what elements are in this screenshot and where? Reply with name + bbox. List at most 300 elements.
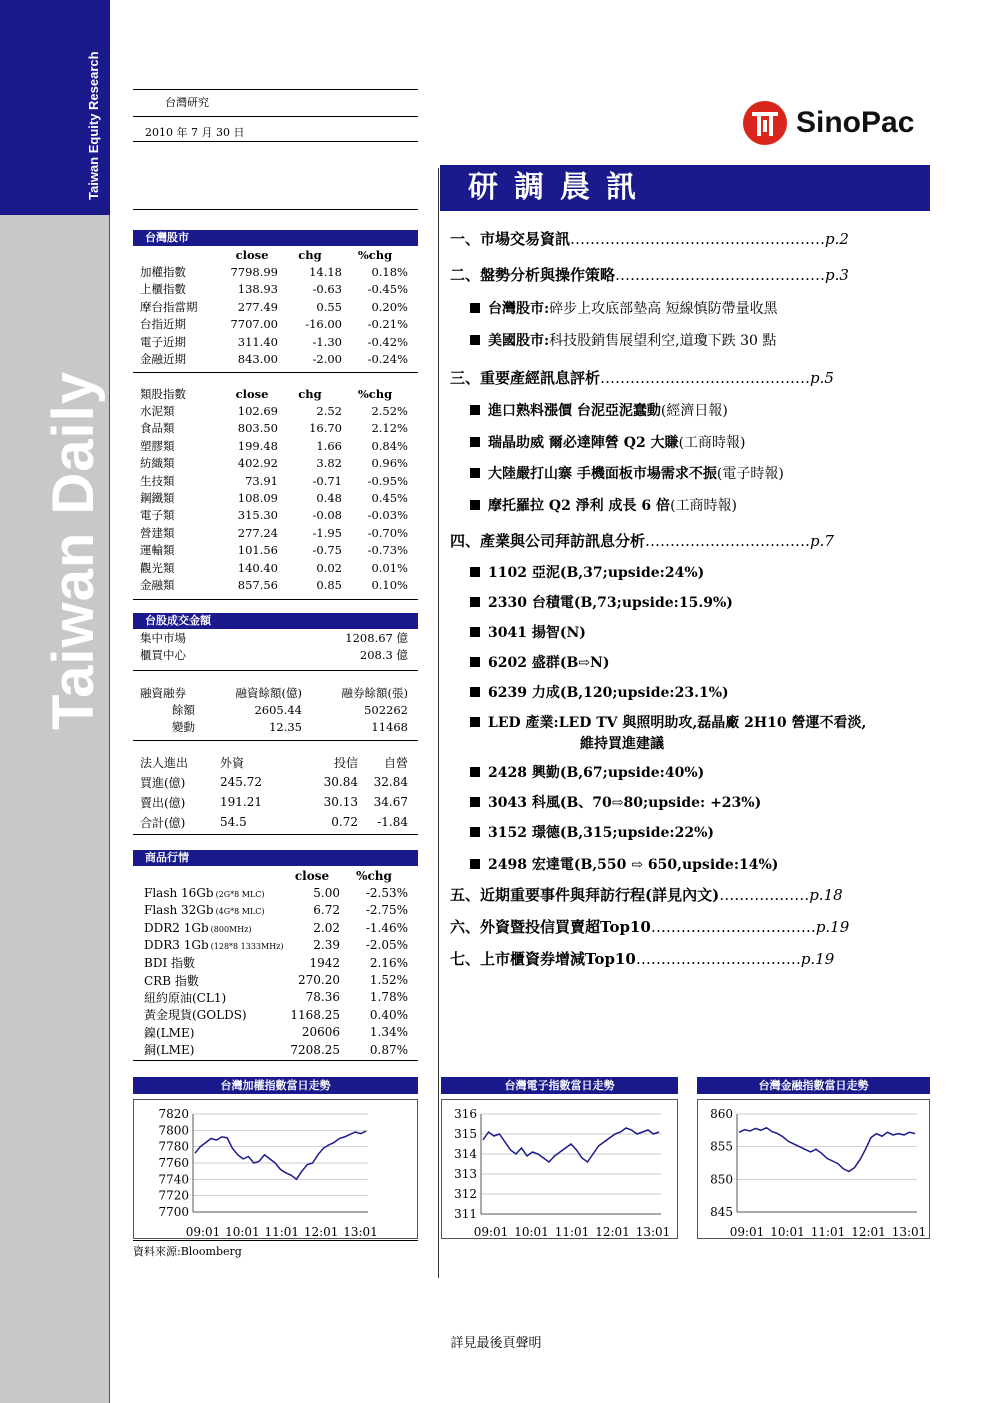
toc-bullet-bold: 1102 亞泥(B,37;upside:24%) [488, 565, 705, 581]
commodity-row-name [144, 989, 284, 1006]
chart-series-line [483, 1128, 659, 1162]
sidebar-research-label: Taiwan Equity Research [86, 51, 101, 200]
market-row [140, 350, 408, 367]
chart-taiex [133, 1099, 418, 1239]
market-rule [133, 372, 418, 373]
commodity-spec: (4G*8 MLC) [215, 907, 265, 917]
toc-bullet-text: 科技股銷售展望利空,道瓊下跌 30 點 [549, 333, 777, 349]
market-row-name: 電子近期 [140, 334, 186, 349]
toc-bullet[interactable] [470, 622, 586, 642]
chart-x-tick-label: 12:01 [303, 1225, 339, 1239]
chart-x-tick-label: 12:01 [595, 1225, 630, 1239]
sidebar-daily-label: Taiwan Daily [41, 370, 106, 730]
sector-row-pchg: -0.95% [367, 473, 408, 488]
toc-item[interactable] [450, 367, 834, 388]
sector-row-pchg: 0.45% [371, 491, 408, 506]
commodity-section-header: 商品行情 [133, 850, 418, 866]
chart-y-tick-label: 7800 [158, 1123, 189, 1138]
sector-rule [133, 599, 418, 600]
market-row-chg: 0.55 [316, 299, 342, 314]
chart-electronics [441, 1099, 678, 1239]
sector-row-close: 402.92 [237, 456, 278, 471]
sector-row-chg: -0.75 [312, 543, 342, 558]
commodity-row-name [144, 971, 284, 988]
commodity-row-close: 1168.25 [290, 1007, 340, 1022]
chart-x-tick-label: 11:01 [264, 1225, 300, 1239]
toc-item[interactable] [450, 264, 849, 285]
toc-bullet[interactable] [470, 712, 866, 732]
chart-x-tick-label: 13:01 [891, 1225, 927, 1239]
sector-row-close: 199.48 [237, 438, 278, 453]
market-row-close: 277.49 [237, 299, 278, 314]
bullet-square-icon [470, 303, 480, 313]
sector-row [140, 472, 408, 489]
chart-title-taiex: 台灣加權指數當日走勢 [133, 1077, 418, 1094]
sector-row [140, 559, 408, 576]
bullet-square-icon [470, 567, 480, 577]
commodity-name: 紐約原油(CL1) [144, 990, 227, 1005]
chart-y-tick-label: 315 [454, 1127, 477, 1141]
institutional-row [140, 772, 408, 792]
chart-x-tick-label: 10:01 [514, 1225, 549, 1239]
sector-row [140, 455, 408, 472]
institutional-row-dealer: 34.67 [373, 795, 408, 809]
toc-bullet[interactable] [470, 298, 778, 318]
commodity-row [144, 902, 408, 919]
commodity-row [144, 884, 408, 901]
chart-y-tick-label: 311 [454, 1207, 477, 1221]
institutional-row-label: 買進(億) [140, 775, 186, 790]
toc-item-page: p.2 [825, 230, 849, 248]
sector-col-name: 類股指數 [140, 386, 186, 401]
toc-bullet[interactable] [470, 330, 776, 350]
market-row [140, 263, 408, 280]
margin-change-short: 11468 [371, 720, 408, 735]
chart-y-tick-label: 855 [710, 1139, 733, 1154]
commodity-row-pchg: -2.75% [365, 903, 408, 918]
commodity-name: BDI 指數 [144, 956, 195, 971]
chart-title-finance: 台灣金融指數當日走勢 [697, 1077, 930, 1094]
commodity-name: 鎳(LME) [144, 1025, 195, 1040]
institutional-row-foreign: 191.21 [220, 795, 262, 809]
toc-item-page: p.19 [815, 918, 850, 936]
commodity-row-pchg: 0.40% [369, 1007, 408, 1022]
commodity-row-name [144, 1006, 284, 1023]
toc-bullet[interactable] [470, 682, 729, 702]
market-row-name: 金融近期 [140, 352, 186, 367]
toc-item[interactable] [450, 884, 843, 905]
market-row-pchg: 0.20% [371, 299, 408, 314]
commodity-row-name [144, 919, 284, 936]
sector-row-pchg: -0.73% [367, 543, 408, 558]
toc-item-page: p.7 [810, 532, 834, 550]
institutional-row-dealer: 32.84 [373, 775, 408, 789]
toc-item-page: p.18 [809, 886, 843, 904]
sector-row-pchg: 0.01% [371, 560, 408, 575]
toc-item-label: 四、產業與公司拜訪訊息分析 [450, 532, 646, 550]
commodity-col-close: close [294, 868, 330, 883]
header-rule-bottom [133, 141, 418, 142]
sector-row-close: 108.09 [237, 491, 278, 506]
chart-series-line [195, 1131, 366, 1179]
market-row-pchg: -0.21% [367, 317, 408, 332]
market-row-name: 加權指數 [140, 265, 186, 280]
bullet-square-icon [470, 335, 480, 345]
sector-row-name: 紡織類 [140, 456, 175, 471]
market-row-close: 7798.99 [230, 265, 278, 280]
sector-row [140, 489, 408, 506]
institutional-row-trust: 30.84 [323, 775, 358, 789]
sector-row-chg: 0.85 [316, 577, 342, 592]
sector-row-name: 電子類 [140, 508, 175, 523]
commodity-row-close: 20606 [301, 1025, 340, 1040]
chart-y-tick-label: 7780 [158, 1139, 189, 1154]
market-row-chg: -2.00 [312, 352, 342, 367]
market-row [140, 298, 408, 315]
sector-row [140, 420, 408, 437]
commodity-row-close: 1942 [309, 955, 340, 970]
commodity-spec: (800MHz) [210, 924, 252, 934]
toc-item[interactable] [450, 916, 849, 937]
toc-bullet[interactable] [470, 792, 761, 812]
toc-item-dots: …………………………………………… [570, 230, 826, 248]
sector-row-name: 水泥類 [140, 404, 175, 419]
sector-row-name: 營建類 [140, 525, 175, 540]
toc-bullet-bold: 2330 台積電(B,73;upside:15.9%) [488, 595, 733, 611]
chart-bottom-rule [133, 1240, 418, 1241]
institutional-row-label: 合計(億) [140, 815, 186, 830]
toc-bullet-text: 碎步上攻底部墊高 短線慎防帶量收黑 [549, 301, 778, 317]
market-col-pchg: %chg [357, 247, 393, 262]
bullet-square-icon [470, 500, 480, 510]
margin-col-financing: 融資餘額(億) [235, 685, 302, 700]
chart-x-tick-label: 10:01 [225, 1225, 260, 1239]
sector-row-close: 315.30 [237, 508, 278, 523]
chart-x-tick-label: 09:01 [473, 1225, 509, 1239]
toc-bullet[interactable] [470, 400, 728, 420]
header-rule-mid [133, 116, 418, 117]
sidebar [0, 0, 110, 1403]
sector-row-pchg: -0.03% [367, 508, 408, 523]
margin-balance-short: 502262 [364, 703, 408, 718]
toc-item-label: 七、上市櫃資券增減Top10 [450, 950, 636, 968]
market-row-chg: -0.63 [312, 282, 342, 297]
toc-item-dots: …………………………………… [615, 266, 826, 284]
toc-bullet[interactable] [470, 562, 704, 582]
toc-bullet-text: (工商時報) [678, 435, 746, 451]
chart-y-tick-label: 860 [710, 1107, 733, 1121]
institutional-table [140, 752, 408, 832]
institutional-row-foreign: 245.72 [220, 775, 262, 789]
bullet-square-icon [470, 657, 480, 667]
toc-item-label: 五、近期重要事件與拜訪行程(詳見內文) [450, 886, 720, 904]
commodity-row-close: 2.02 [313, 920, 340, 935]
chart-y-tick-label: 314 [454, 1147, 477, 1161]
toc-bullet-bold: 6202 盛群(B⇨N) [488, 655, 610, 671]
toc-bullet-bold: 美國股市: [488, 333, 550, 349]
commodity-row [144, 1006, 408, 1023]
header-date: 2010 年 7 月 30 日 [145, 126, 245, 139]
commodity-row-name [144, 937, 284, 954]
toc-bullet[interactable] [470, 592, 733, 612]
volume-rule [133, 670, 418, 671]
toc-item-label: 六、外資暨投信買賣超Top10 [450, 918, 651, 936]
toc-bullet[interactable] [470, 495, 737, 515]
sinopac-logo-icon [742, 100, 788, 146]
chart-y-tick-label: 850 [710, 1172, 733, 1187]
commodity-row-pchg: -1.46% [365, 920, 408, 935]
chart-y-tick-label: 7720 [158, 1188, 189, 1203]
toc-bullet[interactable] [470, 762, 704, 782]
toc-bullet-bold: 2498 宏達電(B,550 ⇨ 650,upside:14%) [488, 857, 779, 873]
sector-row-close: 857.56 [237, 577, 278, 592]
toc-bullet-text: (電子時報) [716, 466, 784, 482]
commodity-row [144, 1041, 408, 1058]
toc-item[interactable] [450, 948, 834, 969]
institutional-row-trust: 0.72 [331, 815, 358, 829]
volume-market-value: 1208.67 億 [345, 630, 408, 645]
commodity-col-pchg: %chg [356, 868, 392, 883]
volume-table [140, 629, 408, 664]
market-row-chg: -1.30 [312, 334, 342, 349]
toc-item-dots: …………………………………… [600, 369, 811, 387]
chart-x-tick-label: 10:01 [770, 1225, 805, 1239]
chart-y-tick-label: 7820 [158, 1107, 189, 1121]
sector-row-name: 金融類 [140, 577, 175, 592]
commodity-row [144, 989, 408, 1006]
volume-otc-label: 櫃買中心 [140, 648, 186, 663]
sector-row [140, 576, 408, 593]
commodity-row [144, 971, 408, 988]
chart-finance [697, 1099, 930, 1239]
margin-rule [133, 740, 418, 741]
market-row-name: 摩台指當期 [140, 299, 198, 314]
sector-col-chg: chg [298, 386, 322, 401]
toc-bullet-bold: 大陸嚴打山寨 手機面板市場需求不振 [488, 466, 717, 482]
commodity-name: CRB 指數 [144, 973, 199, 988]
disclaimer-footer: 詳見最後頁聲明 [450, 1336, 542, 1351]
margin-balance-label: 餘額 [172, 703, 195, 718]
sector-row-chg: 3.82 [316, 456, 342, 471]
toc-bullet[interactable] [470, 652, 609, 672]
chart-y-tick-label: 845 [710, 1205, 733, 1219]
sector-row-close: 73.91 [245, 473, 278, 488]
toc-bullet-bold: 3152 璟德(B,315;upside:22%) [488, 825, 715, 841]
commodity-name: 黃金現貨(GOLDS) [144, 1008, 247, 1023]
institutional-row-trust: 30.13 [323, 795, 358, 809]
toc-bullet[interactable] [470, 854, 778, 874]
commodity-table [144, 867, 408, 1058]
toc-bullet[interactable] [470, 432, 746, 452]
commodity-row-pchg: 2.16% [369, 955, 408, 970]
commodity-row-close: 7208.25 [290, 1042, 340, 1057]
bullet-square-icon [470, 468, 480, 478]
toc-item-page: p.5 [810, 369, 834, 387]
sector-row-name: 鋼鐵類 [140, 491, 175, 506]
sector-row-name: 食品類 [140, 421, 175, 436]
chart-y-tick-label: 7700 [158, 1205, 189, 1219]
market-row-pchg: -0.24% [367, 352, 408, 367]
chart-x-tick-label: 11:01 [554, 1225, 590, 1239]
market-row-pchg: -0.42% [367, 334, 408, 349]
toc-bullet-bold: 進口熟料漲價 台泥亞泥蠢動 [488, 403, 661, 419]
sector-row-name: 運輸類 [140, 543, 175, 558]
commodity-row-close: 2.39 [313, 938, 340, 953]
sector-row [140, 507, 408, 524]
market-row [140, 281, 408, 298]
market-row-close: 7707.00 [230, 317, 278, 332]
commodity-row [144, 937, 408, 954]
commodity-spec: (2G*8 MLC) [215, 890, 265, 900]
toc-bullet-bold: 瑞晶助威 爾必達陣營 Q2 大賺 [488, 435, 679, 451]
toc-item-page: p.3 [825, 266, 849, 284]
commodity-name: Flash 32Gb [144, 903, 214, 918]
sector-row-close: 101.56 [237, 543, 278, 558]
sector-row-name: 塑膠類 [140, 438, 175, 453]
chart-series-line [739, 1128, 915, 1172]
chart-y-tick-label: 7740 [158, 1172, 189, 1187]
toc-item[interactable] [450, 530, 834, 551]
commodity-row-name [144, 884, 284, 901]
sector-row-pchg: 0.96% [371, 456, 408, 471]
sector-row-pchg: 2.52% [371, 404, 408, 419]
commodity-row [144, 919, 408, 936]
sector-row-chg: 0.48 [316, 491, 342, 506]
toc-bullet-text: (經濟日報) [660, 403, 728, 419]
toc-item-label: 一、市場交易資訊 [450, 230, 571, 248]
toc-bullet-bold: 3041 揚智(N) [488, 625, 586, 641]
market-row [140, 316, 408, 333]
toc-item-dots: …………………………… [635, 950, 801, 968]
column-divider [438, 168, 439, 1278]
commodity-row-name [144, 954, 284, 971]
bullet-square-icon [470, 827, 480, 837]
inst-col-label: 法人進出 [140, 755, 189, 770]
commodity-name: 銅(LME) [144, 1043, 195, 1058]
inst-col-trust: 投信 [333, 755, 358, 770]
toc-item-label: 二、盤勢分析與操作策略 [450, 266, 616, 284]
toc-bullet-bold: LED 產業:LED TV 與照明助攻,磊晶廠 2H10 營運不看淡, [488, 715, 867, 731]
commodity-row [144, 954, 408, 971]
chart-y-tick-label: 313 [454, 1167, 477, 1181]
toc-item-label: 三、重要產經訊息評析 [450, 369, 601, 387]
commodity-row-pchg: -2.53% [365, 886, 408, 901]
sector-row-chg: -0.08 [312, 508, 342, 523]
chart-x-tick-label: 13:01 [343, 1225, 378, 1239]
commodity-row-close: 6.72 [313, 903, 340, 918]
sector-row [140, 437, 408, 454]
commodity-row-name [144, 902, 284, 919]
margin-balance-financing: 2605.44 [254, 703, 302, 718]
market-row [140, 333, 408, 350]
commodity-row-pchg: 1.78% [369, 990, 408, 1005]
toc-bullet[interactable] [470, 822, 714, 842]
bullet-square-icon [470, 717, 480, 727]
sector-row-chg: 1.66 [316, 438, 342, 453]
sector-row-pchg: 0.84% [371, 438, 408, 453]
commodity-rule [133, 1060, 418, 1061]
chart-x-tick-label: 11:01 [810, 1225, 846, 1239]
margin-col-short: 融券餘額(張) [341, 685, 408, 700]
margin-col-label: 融資融券 [140, 685, 186, 700]
margin-change-financing: 12.35 [269, 720, 302, 735]
bullet-square-icon [470, 797, 480, 807]
bullet-square-icon [470, 437, 480, 447]
sector-row-pchg: 2.12% [371, 421, 408, 436]
institutional-row [140, 792, 408, 812]
chart-title-electronics: 台灣電子指數當日走勢 [441, 1077, 678, 1094]
market-row-name: 台指近期 [140, 317, 186, 332]
toc-bullet-bold: 6239 力成(B,120;upside:23.1%) [488, 685, 729, 701]
chart-x-tick-label: 12:01 [851, 1225, 886, 1239]
toc-bullet-bold: 摩托羅拉 Q2 淨利 成長 6 倍 [488, 498, 671, 514]
sector-row [140, 524, 408, 541]
market-table [140, 246, 408, 368]
institutional-rule [133, 834, 418, 835]
toc-bullet-bold: 台灣股市: [488, 301, 550, 317]
sector-row-chg: -1.95 [312, 525, 342, 540]
commodity-row-name [144, 1024, 284, 1041]
commodity-row-pchg: 1.34% [369, 1025, 408, 1040]
sector-row [140, 402, 408, 419]
chart-y-tick-label: 7760 [158, 1156, 189, 1170]
market-row-close: 311.40 [237, 334, 278, 349]
header-category: 台灣研究 [165, 96, 209, 109]
toc-item-page: p.19 [800, 950, 835, 968]
chart-x-tick-label: 09:01 [729, 1225, 765, 1239]
institutional-row-foreign: 54.5 [220, 815, 247, 829]
sector-row-chg: -0.71 [312, 473, 342, 488]
sector-row-chg: 16.70 [309, 421, 342, 436]
commodity-row-close: 270.20 [298, 973, 340, 988]
commodity-row-pchg: 0.87% [369, 1042, 408, 1057]
commodity-name: DDR3 1Gb [144, 938, 209, 953]
toc-bullet[interactable] [470, 463, 784, 483]
sector-row-name: 觀光類 [140, 560, 175, 575]
market-row-chg: -16.00 [305, 317, 342, 332]
header-rule-top [133, 89, 418, 90]
commodity-row-close: 5.00 [313, 886, 340, 901]
sector-row-close: 277.24 [237, 525, 278, 540]
commodity-row [144, 1024, 408, 1041]
chart-x-tick-label: 09:01 [185, 1225, 221, 1239]
header-rule-lower [133, 209, 418, 210]
commodity-name: Flash 16Gb [144, 886, 214, 901]
market-row-pchg: 0.18% [371, 265, 408, 280]
toc-item-dots: ……………… [719, 886, 810, 904]
chart-x-tick-label: 13:01 [635, 1225, 671, 1239]
chart-source: 資料來源:Bloomberg [133, 1245, 242, 1258]
sector-row-close: 140.40 [237, 560, 278, 575]
toc-bullet-text: (工商時報) [670, 498, 737, 514]
bullet-square-icon [470, 627, 480, 637]
commodity-name: DDR2 1Gb [144, 920, 209, 935]
page-title: 研調晨訊 [440, 165, 930, 211]
bullet-square-icon [470, 597, 480, 607]
market-section-header: 台灣股市 [133, 230, 418, 246]
commodity-row-name [144, 1041, 284, 1058]
margin-change-label: 變動 [172, 720, 195, 735]
market-row-chg: 14.18 [309, 265, 342, 280]
bullet-square-icon [470, 859, 480, 869]
sinopac-logo [742, 100, 914, 146]
bullet-square-icon [470, 687, 480, 697]
toc-item[interactable] [450, 228, 849, 249]
logo-text: SinoPac [796, 106, 915, 139]
market-row-pchg: -0.45% [367, 282, 408, 297]
sector-table [140, 385, 408, 594]
inst-col-dealer: 自營 [383, 755, 408, 770]
